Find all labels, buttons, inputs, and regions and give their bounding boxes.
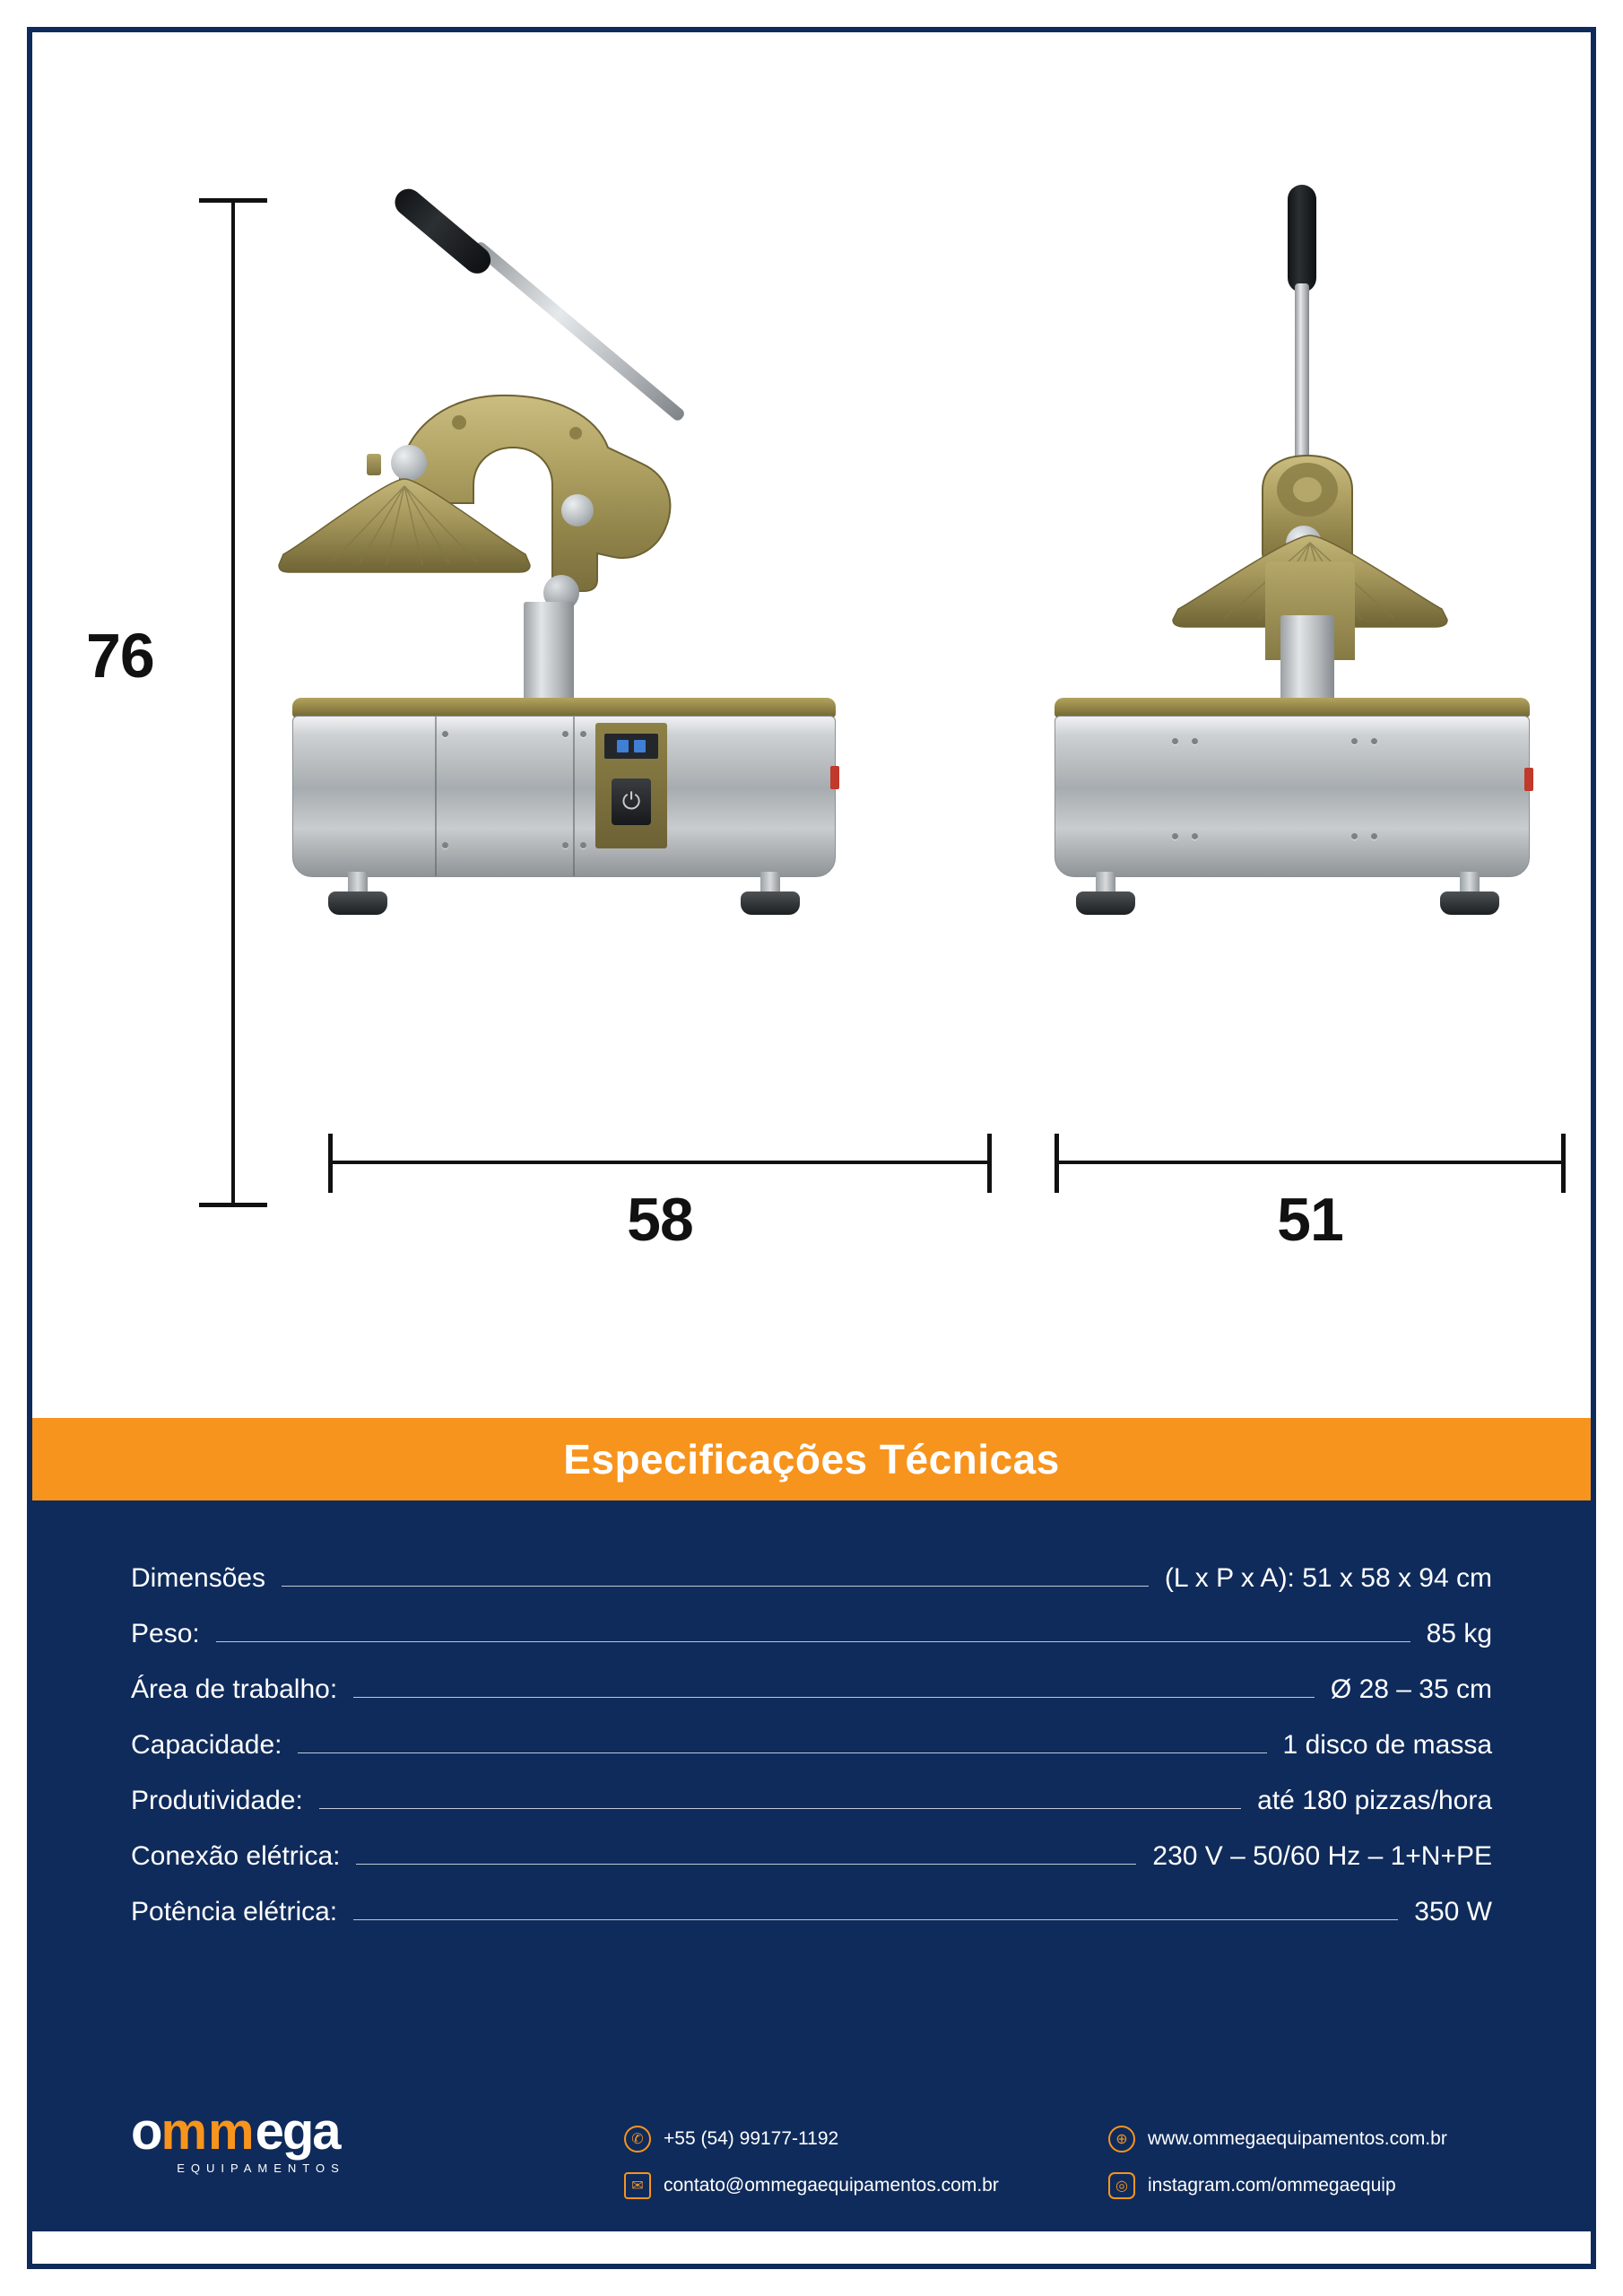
control-panel[interactable]	[595, 723, 667, 848]
product-drawing-area	[32, 32, 1591, 1418]
logo-text-right: ega	[255, 2102, 340, 2161]
spec-row	[131, 1786, 1492, 1817]
spec-value: 1 disco de massa	[1282, 1730, 1492, 1760]
specs-banner-title: Especificações Técnicas	[563, 1436, 1060, 1483]
machine-front-view	[301, 185, 1001, 1180]
front-panel-divider-1	[435, 717, 437, 876]
spec-label: Área de trabalho:	[131, 1674, 338, 1704]
logo-text-left: o	[131, 2102, 161, 2161]
spec-leader	[298, 1752, 1266, 1753]
front-foot-right	[741, 872, 800, 915]
spec-row	[131, 1841, 1492, 1873]
spec-label: Conexão elétrica:	[131, 1841, 341, 1871]
company-logo	[131, 2102, 427, 2175]
front-screw	[442, 731, 448, 737]
side-screw	[1351, 833, 1358, 839]
contact-phone[interactable]	[624, 2126, 999, 2152]
footer	[32, 2090, 1591, 2231]
display-segment	[634, 740, 646, 752]
spec-leader	[319, 1808, 1241, 1809]
side-screw	[1172, 738, 1178, 744]
press-plate-shape	[270, 472, 539, 579]
foot-pad	[741, 891, 800, 915]
spec-value: até 180 pizzas/hora	[1257, 1786, 1492, 1815]
spec-value: 85 kg	[1426, 1619, 1492, 1648]
side-width-line	[1055, 1161, 1566, 1164]
spec-leader	[353, 1697, 1315, 1698]
instagram-icon: ◎	[1108, 2172, 1135, 2199]
digital-display	[604, 734, 658, 759]
contact-instagram[interactable]	[1108, 2172, 1447, 2199]
spec-label: Capacidade:	[131, 1730, 282, 1760]
front-handle-grip	[389, 184, 496, 280]
spec-row	[131, 1563, 1492, 1595]
spec-leader	[353, 1919, 1398, 1920]
front-screw	[580, 842, 586, 848]
side-base-body	[1055, 716, 1530, 877]
front-column	[524, 602, 574, 709]
contact-instagram-text: instagram.com/ommegaequip	[1148, 2175, 1396, 2196]
spec-label: Peso:	[131, 1619, 200, 1648]
machine-side-view	[1055, 185, 1575, 1180]
contact-column-left	[624, 2126, 999, 2219]
side-screw	[1371, 833, 1377, 839]
front-panel-divider-2	[573, 717, 575, 876]
front-screw	[580, 731, 586, 737]
emergency-button[interactable]	[830, 766, 839, 789]
contact-website[interactable]	[1108, 2126, 1447, 2152]
whatsapp-icon: ✆	[624, 2126, 651, 2152]
foot-pad	[328, 891, 387, 915]
front-width-line	[328, 1161, 992, 1164]
spec-label: Dimensões	[131, 1563, 266, 1593]
spec-value: Ø 28 – 35 cm	[1330, 1674, 1492, 1704]
spec-row	[131, 1897, 1492, 1928]
side-width-label: 51	[1277, 1186, 1343, 1254]
spec-row	[131, 1674, 1492, 1706]
height-dimension-label: 76	[86, 621, 154, 691]
globe-icon: ⊕	[1108, 2126, 1135, 2152]
specs-banner	[32, 1418, 1591, 1500]
spec-label: Produtividade:	[131, 1786, 303, 1815]
spec-value: (L x P x A): 51 x 58 x 94 cm	[1164, 1563, 1492, 1593]
side-base-top	[1055, 698, 1530, 718]
front-screw	[562, 731, 568, 737]
front-width-label: 58	[627, 1186, 693, 1254]
logo-wordmark	[131, 2102, 427, 2161]
height-dimension-line	[231, 198, 235, 1207]
spec-row	[131, 1730, 1492, 1761]
spec-row	[131, 1619, 1492, 1650]
power-knob[interactable]: ⏻	[612, 778, 651, 825]
logo-bars: mm	[161, 2102, 256, 2161]
contact-website-text: www.ommegaequipamentos.com.br	[1148, 2128, 1447, 2149]
front-base-top	[292, 698, 836, 718]
side-foot-left	[1076, 872, 1135, 915]
spec-value: 350 W	[1414, 1897, 1492, 1926]
front-foot-left	[328, 872, 387, 915]
side-screw	[1192, 738, 1198, 744]
front-lower-pivot	[561, 494, 594, 526]
email-icon: ✉	[624, 2172, 651, 2199]
side-foot-right	[1440, 872, 1499, 915]
spec-value: 230 V – 50/60 Hz – 1+N+PE	[1152, 1841, 1492, 1871]
contact-email-text: contato@ommegaequipamentos.com.br	[664, 2175, 999, 2196]
foot-pad	[1076, 891, 1135, 915]
height-dimension-cap-bottom	[199, 1203, 267, 1207]
spec-leader	[216, 1641, 1410, 1642]
spec-leader	[282, 1586, 1149, 1587]
front-screw	[562, 842, 568, 848]
side-switch[interactable]	[1524, 768, 1533, 791]
display-segment	[617, 740, 629, 752]
foot-pad	[1440, 891, 1499, 915]
logo-subtitle: EQUIPAMENTOS	[177, 2161, 345, 2175]
spec-label: Potência elétrica:	[131, 1897, 338, 1926]
front-base-body	[292, 716, 836, 877]
side-handle-rod	[1295, 283, 1309, 472]
contact-email[interactable]	[624, 2172, 999, 2199]
spec-leader	[356, 1864, 1136, 1865]
side-screw	[1192, 833, 1198, 839]
side-screw	[1172, 833, 1178, 839]
contact-phone-text: +55 (54) 99177-1192	[664, 2128, 839, 2149]
front-screw	[442, 842, 448, 848]
contact-column-right	[1108, 2126, 1447, 2219]
front-press-plate	[270, 472, 539, 579]
side-handle-grip	[1288, 185, 1316, 292]
side-screw	[1351, 738, 1358, 744]
side-screw	[1371, 738, 1377, 744]
